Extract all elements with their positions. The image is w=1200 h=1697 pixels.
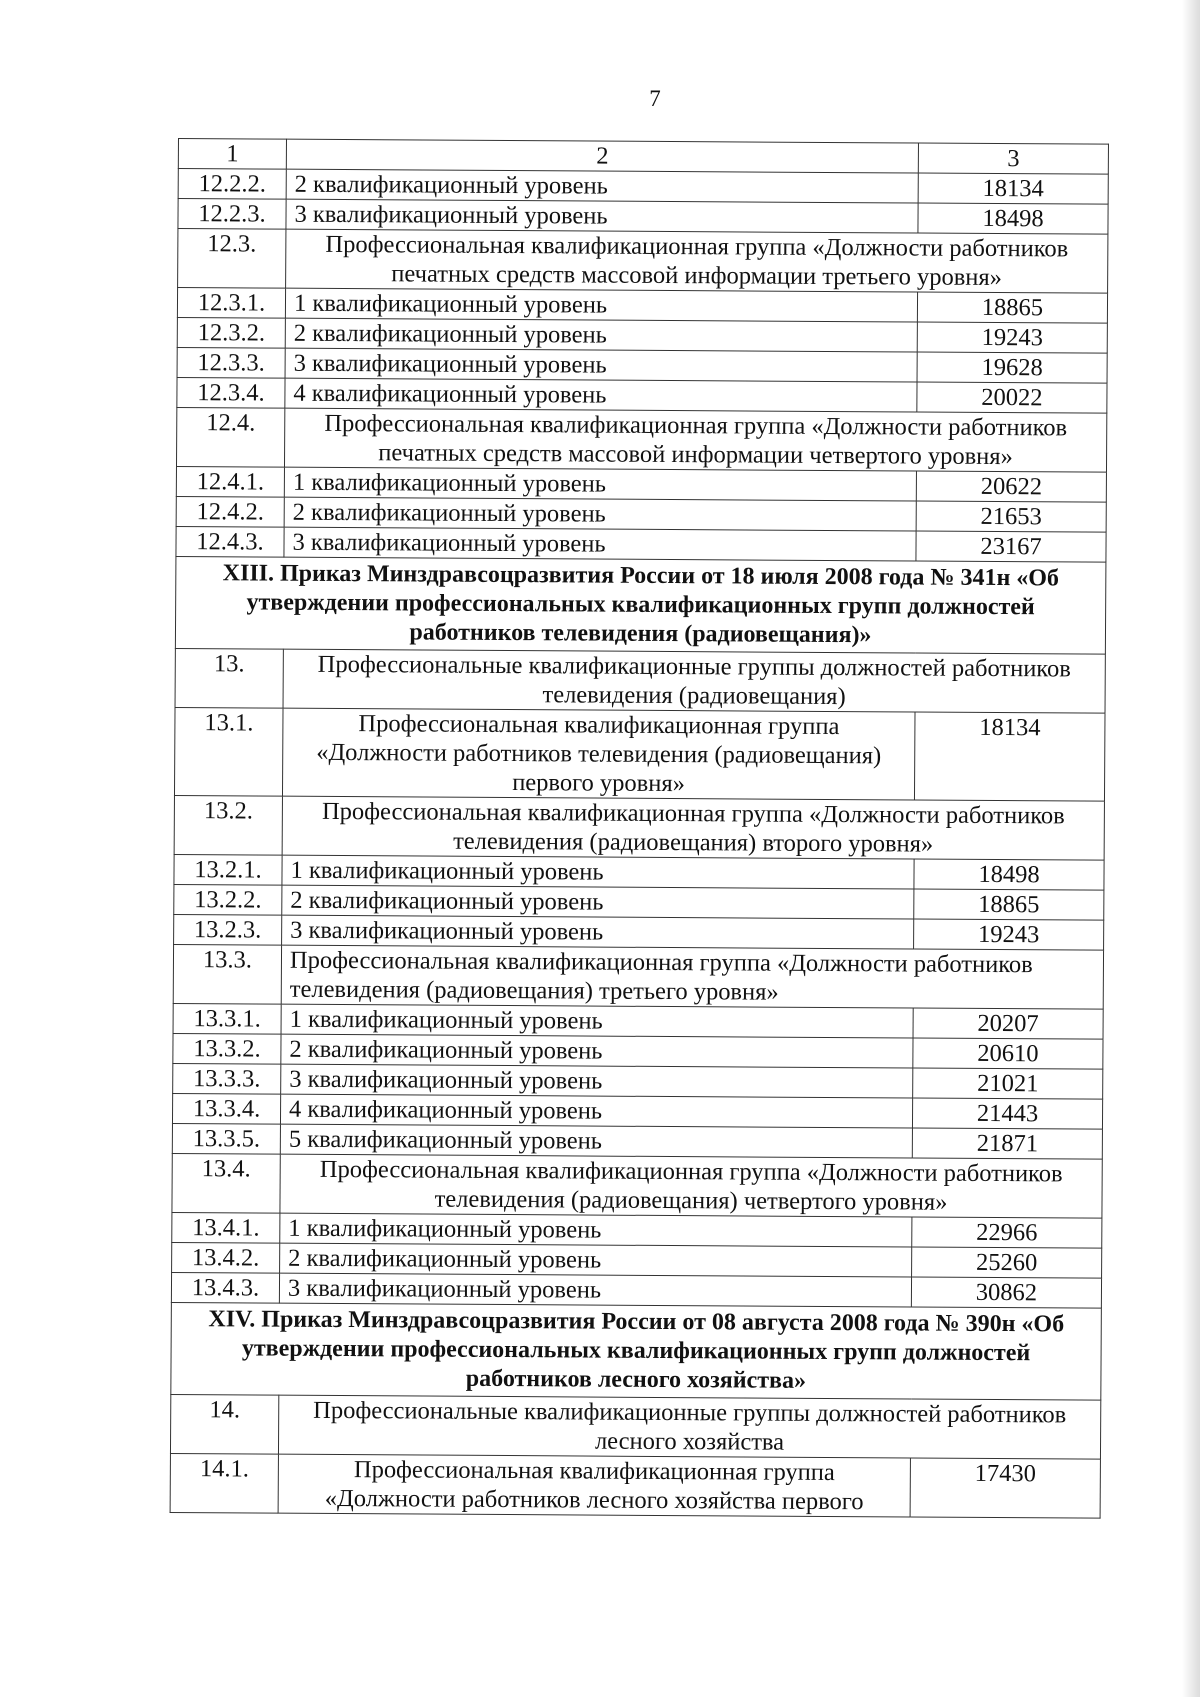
row-number: 14. — [170, 1394, 278, 1454]
qualification-level: 4 квалификационный уровень — [280, 1094, 912, 1128]
row-number: 13.2.1. — [174, 854, 282, 885]
group-row — [174, 795, 1104, 860]
qualification-level: 2 квалификационный уровень — [285, 318, 917, 352]
table-row — [178, 169, 1108, 205]
salary-value: 18865 — [917, 292, 1107, 323]
group-row — [175, 648, 1105, 713]
table-row — [173, 1033, 1103, 1069]
table-row — [173, 1003, 1103, 1039]
group-title: Профессиональные квалификационные группы должностей работников телевидения (радиовещания) — [283, 649, 1105, 713]
row-number: 13.3. — [173, 944, 281, 1004]
group-row — [170, 1453, 1100, 1518]
table-row — [177, 347, 1107, 383]
row-number: 12.4. — [176, 407, 284, 467]
salary-value: 21443 — [912, 1098, 1102, 1129]
section-heading-row — [171, 1302, 1102, 1400]
salary-value: 18865 — [914, 889, 1104, 920]
salary-value: 20622 — [916, 471, 1106, 502]
section-heading-row — [175, 556, 1106, 654]
qualification-level: 1 квалификационный уровень — [284, 467, 916, 501]
salary-value: 19243 — [917, 322, 1107, 353]
salary-table — [170, 138, 1109, 1519]
table-row — [177, 317, 1107, 353]
qualification-level: 5 квалификационный уровень — [280, 1124, 912, 1158]
qualification-level: 2 квалификационный уровень — [284, 497, 916, 531]
row-number: 14.1. — [170, 1453, 278, 1513]
section-heading: XIV. Приказ Минздравсоцразвития России от 08 августа 2008 года № 390н «Об утверждении профессиональных квалификационных групп должностей работников лесного хозяйства» — [171, 1302, 1102, 1400]
table-row — [178, 199, 1108, 235]
table-row — [173, 1063, 1103, 1099]
row-number: 13.4.2. — [172, 1242, 280, 1273]
page-number: 7 — [649, 86, 661, 111]
row-number: 13.3.2. — [173, 1033, 281, 1064]
salary-value: 20022 — [917, 382, 1107, 413]
row-number: 13.1. — [174, 707, 283, 796]
qualification-level: 1 квалификационный уровень — [281, 1004, 913, 1038]
table-row — [176, 496, 1106, 532]
group-row — [170, 1394, 1100, 1459]
group-title: Профессиональная квалификационная группа «Должности работников телевидения (радиовещания) четвертого уровня» — [280, 1154, 1102, 1218]
row-number: 12.2.2. — [178, 169, 286, 200]
table-row — [177, 288, 1107, 324]
row-number: 12.3. — [178, 229, 286, 289]
qualification-level: 3 квалификационный уровень — [282, 915, 914, 949]
row-number: 13.3.4. — [172, 1093, 280, 1124]
row-number: 12.2.3. — [178, 199, 286, 230]
group-row — [178, 229, 1108, 294]
table-row — [177, 377, 1107, 413]
group-title: Профессиональная квалификационная группа «Должности работников телевидения (радиовещания) третьего уровня» — [281, 945, 1103, 1009]
qualification-level: 4 квалификационный уровень — [285, 378, 917, 412]
row-number: 13.2.2. — [174, 884, 282, 915]
row-number: 13.2.3. — [174, 914, 282, 945]
row-number: 13.4.3. — [171, 1272, 279, 1303]
qualification-level: 2 квалификационный уровень — [281, 1034, 913, 1068]
table-row — [176, 466, 1106, 502]
header-col-3: 3 — [918, 143, 1108, 174]
table-row — [174, 854, 1104, 890]
row-number: 13.4.1. — [172, 1212, 280, 1243]
row-number: 13.3.1. — [173, 1003, 281, 1034]
table-row — [176, 526, 1106, 562]
salary-value: 25260 — [912, 1247, 1102, 1278]
table-row — [172, 1123, 1102, 1159]
group-row — [176, 407, 1106, 472]
salary-value: 20207 — [913, 1008, 1103, 1039]
row-number: 13.4. — [172, 1153, 280, 1213]
table-row — [174, 914, 1104, 950]
group-title: Профессиональные квалификационные группы должностей работников лесного хозяйства — [278, 1395, 1100, 1459]
row-number: 13.3.3. — [173, 1063, 281, 1094]
qualification-level: 1 квалификационный уровень — [285, 288, 917, 322]
qualification-level: 3 квалификационный уровень — [281, 1064, 913, 1098]
salary-value: 21021 — [913, 1068, 1103, 1099]
header-col-2: 2 — [286, 139, 918, 173]
salary-value: 21871 — [912, 1128, 1102, 1159]
row-number: 12.3.1. — [177, 288, 285, 319]
qualification-level: 3 квалификационный уровень — [284, 527, 916, 561]
qualification-level: 3 квалификационный уровень — [286, 199, 918, 233]
group-row — [172, 1153, 1102, 1218]
salary-value: 23167 — [916, 531, 1106, 562]
salary-value: 21653 — [916, 501, 1106, 532]
group-title: Профессиональная квалификационная группа «Должности работников лесного хозяйства первого — [278, 1454, 910, 1517]
qualification-level: 2 квалификационный уровень — [286, 169, 918, 203]
table-row — [172, 1212, 1102, 1248]
qualification-level: 1 квалификационный уровень — [280, 1213, 912, 1247]
group-title: Профессиональная квалификационная группа «Должности работников телевидения (радиовещания) второго уровня» — [282, 796, 1104, 860]
row-number: 12.3.2. — [177, 317, 285, 348]
salary-value: 19628 — [917, 352, 1107, 383]
qualification-level: 2 квалификационный уровень — [282, 885, 914, 919]
salary-value: 17430 — [910, 1458, 1100, 1518]
salary-value: 30862 — [911, 1277, 1101, 1308]
table-row — [172, 1242, 1102, 1278]
salary-value: 18498 — [918, 203, 1108, 234]
row-number: 13.3.5. — [172, 1123, 280, 1154]
row-number: 12.4.1. — [176, 466, 284, 497]
row-number: 12.4.2. — [176, 496, 284, 527]
salary-value: 18134 — [918, 173, 1108, 204]
section-heading: XIII. Приказ Минздравсоцразвития России от 18 июля 2008 года № 341н «Об утверждении профессиональных квалификационных групп должностей работников телевидения (радиовещания)» — [175, 556, 1106, 654]
header-col-1: 1 — [178, 139, 286, 170]
salary-value: 22966 — [912, 1217, 1102, 1248]
row-number: 12.4.3. — [176, 526, 284, 557]
qualification-level: 2 квалификационный уровень — [280, 1243, 912, 1277]
row-number: 13.2. — [174, 795, 282, 855]
row-number: 12.3.3. — [177, 347, 285, 378]
group-title: Профессиональная квалификационная группа «Должности работников печатных средств массовой информации четвертого уровня» — [284, 408, 1106, 472]
qualification-level: 1 квалификационный уровень — [282, 855, 914, 889]
page-edge-shadow — [1182, 0, 1200, 1697]
salary-value: 18498 — [914, 859, 1104, 890]
table-row — [174, 884, 1104, 920]
group-row — [173, 944, 1103, 1009]
group-row — [174, 707, 1105, 801]
table-row — [172, 1093, 1102, 1129]
group-title: Профессиональная квалификационная группа «Должности работников телевидения (радиовещания) первого уровня» — [282, 708, 915, 800]
table-body — [170, 139, 1108, 1519]
group-title: Профессиональная квалификационная группа «Должности работников печатных средств массовой информации третьего уровня» — [286, 229, 1108, 293]
salary-value: 20610 — [913, 1038, 1103, 1069]
qualification-level: 3 квалификационный уровень — [285, 348, 917, 382]
row-number: 13. — [175, 648, 283, 708]
qualification-level: 3 квалификационный уровень — [279, 1273, 911, 1307]
salary-value: 18134 — [914, 712, 1105, 801]
salary-value: 19243 — [914, 919, 1104, 950]
table-row — [171, 1272, 1101, 1308]
row-number: 12.3.4. — [177, 377, 285, 408]
